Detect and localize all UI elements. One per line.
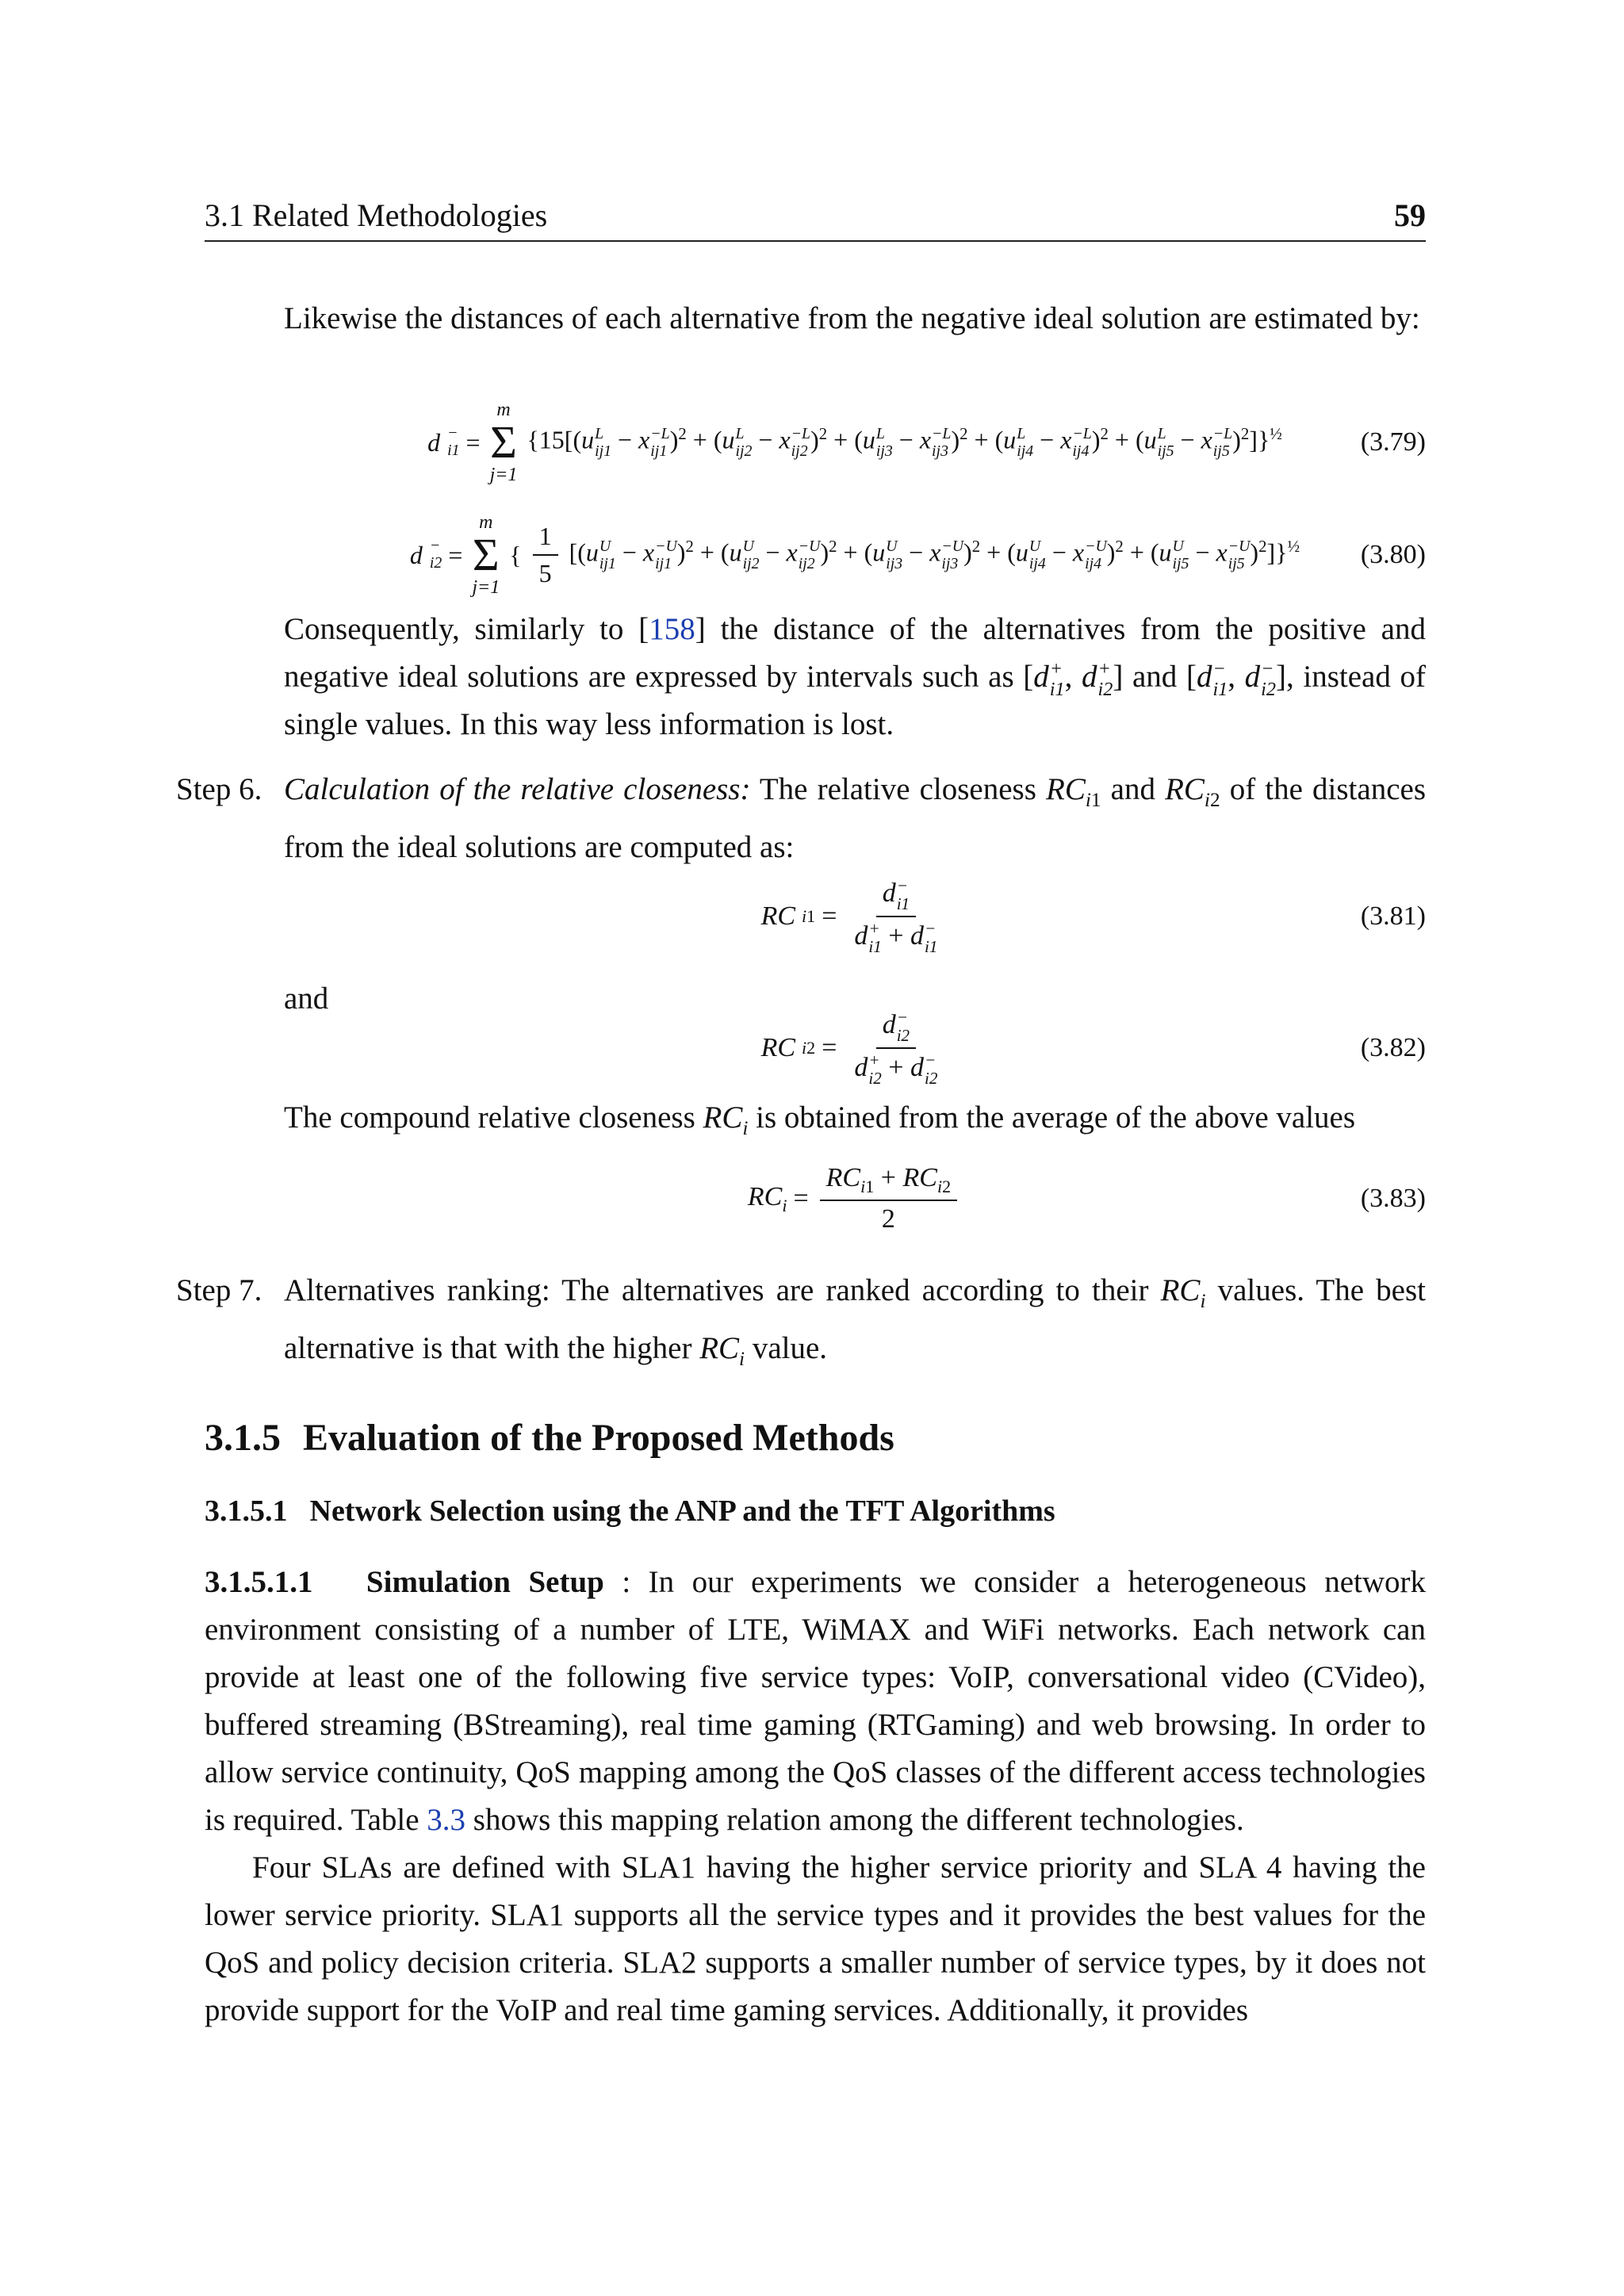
equation-3-81: RC i1 = d − i1 d + i1 + d − i1 (3.81) (760, 875, 1426, 957)
section-title: Evaluation of the Proposed Methods (303, 1417, 894, 1459)
and-connector: and (284, 982, 329, 1016)
section-number: 3.1.5 (205, 1417, 281, 1459)
text-span: and (1123, 660, 1186, 694)
step-6-text: Calculation of the relative closeness: The relative closeness $RC_{i1}$ and $RC_{i2}$ of the distances from the ideal solutions are computed as: (284, 772, 1426, 864)
intro-paragraph: Likewise the distances of each alternative from the negative ideal solution are estimated by: (284, 301, 1420, 335)
equation-number: (3.83) (1360, 1184, 1426, 1213)
sla-paragraph: Four SLAs are defined with SLA1 having the higher service priority and SLA 4 having the lower service priority. SLA1 supports all the service types and it provides the best values for the QoS and policy decision criteria. SLA2 supports a smaller number of service types, by it does not provide support for the VoIP and real time gaming services. Additionally, it provides (205, 1850, 1426, 2027)
equation-number: (3.82) (1360, 1033, 1426, 1062)
paragraph-run-in-heading: 3.1.5.1.1 Simulation Setup (205, 1565, 604, 1599)
sum-lower-limit: j=1 (489, 465, 518, 485)
running-header (205, 197, 1426, 242)
text-span: values. The best alternative is that with the higher (284, 1273, 1426, 1365)
equation-number: (3.81) (1360, 901, 1426, 931)
page-number: 59 (1394, 197, 1426, 233)
text-span: Alternatives ranking: The alternatives are ranked according to their (284, 1273, 1161, 1307)
text-span: : In our experiments we consider a heterogeneous network environment consisting of a number of LTE, WiMAX and WiFi networks. Each network can provide at least one of the following five service types: VoIP, conversational video (CVideo), buffered streaming (BStreaming), real time gaming (RTGaming) and web browsing. In order to allow service continuity, QoS mapping among the QoS classes of the different access technologies is required. Table (205, 1565, 1427, 1837)
consequently-paragraph: Consequently, similarly to [158] the distance of the alternatives from the positive and negative ideal solutions are expressed by intervals such as [d + i1 , d + i2 ] and [d − i1 , d − i2 ], instead of single values. In this way less information is lost. (284, 612, 1426, 741)
equation-3-79: d − i1 = m Σ j=1 {15[(u L ij1 − x −L ij1 )$^2$ + (u L ij2 − x −L ij2 )$^2$ + (u L ij3 − x −L ij3 )$^2$ + (u L ij4 − x −L ij4 )$^2$ + (u L ij5 − x −L ij5 )$^2$]}$^{\frac{1}{2}}$ (3.79) (427, 400, 1426, 485)
text-span: is obtained from the average of the above values (748, 1100, 1356, 1135)
sum-upper-limit: m (496, 400, 511, 420)
step-6-title: Calculation of the relative closeness: (284, 772, 751, 806)
subsection-heading (205, 1494, 1055, 1529)
sum-upper-limit: m (479, 512, 493, 533)
text-span: shows this mapping relation among the different technologies. (465, 1803, 1244, 1837)
equation-3-83: $RC_i$ = $\frac{RC_{i1} + RC_{i2}}{2}$ (3.83) (747, 1162, 1426, 1234)
text-span: , instead of single values. In this way less information is lost. (284, 660, 1426, 741)
citation-link[interactable]: 158 (649, 612, 695, 646)
table-reference-link[interactable]: 3.3 (427, 1803, 466, 1837)
equation-3-80: d − i2 = m Σ j=1 { $\frac{1}{5}$ [(u U ij1 − x −U ij1 )$^2$ + (u U ij2 − x −U ij2 )$^2$ + (u U ij3 − x −U ij3 )$^2$ + (u U ij4 − x −U ij4 )$^2$ + (u U ij5 − x −U ij5 )$^2$]}$^{\frac{1}{2}}$ (3.80) (409, 512, 1426, 598)
text-span: ] the distance of the alternatives from the positive and negative ideal solutions are expressed by intervals such as (284, 612, 1426, 694)
subsection-number: 3.1.5.1 (205, 1494, 288, 1528)
step-6-label: Step 6. (176, 772, 262, 806)
section-heading (205, 1416, 894, 1460)
text-span: value. (745, 1330, 828, 1365)
sum-lower-limit: j=1 (472, 577, 500, 598)
subsection-title: Network Selection using the ANP and the TFT Algorithms (309, 1494, 1055, 1528)
equation-number: (3.79) (1360, 427, 1426, 457)
text-span: The relative closeness (750, 772, 1046, 806)
header-section-title: 3.1 Related Methodologies (205, 197, 548, 233)
simulation-setup-paragraph (205, 1559, 1426, 1844)
text-span: of the distances from the ideal solutions are computed as: (284, 772, 1426, 864)
text-span: The compound relative closeness (284, 1100, 703, 1135)
text-span: Consequently, similarly to [ (284, 612, 649, 646)
equation-3-82: RC i2 = d − i2 d + i2 + d − i2 (3.82) (760, 1007, 1426, 1089)
compound-paragraph: The compound relative closeness $RC_i$ is obtained from the average of the above values (284, 1100, 1356, 1139)
step-7-text: Alternatives ranking: The alternatives are ranked according to their $RC_i$ values. The best alternative is that with the higher $RC_i$ value. (284, 1273, 1426, 1370)
step-7-label: Step 7. (176, 1273, 262, 1307)
text-span: and (1101, 772, 1166, 806)
equation-number: (3.80) (1360, 540, 1426, 569)
